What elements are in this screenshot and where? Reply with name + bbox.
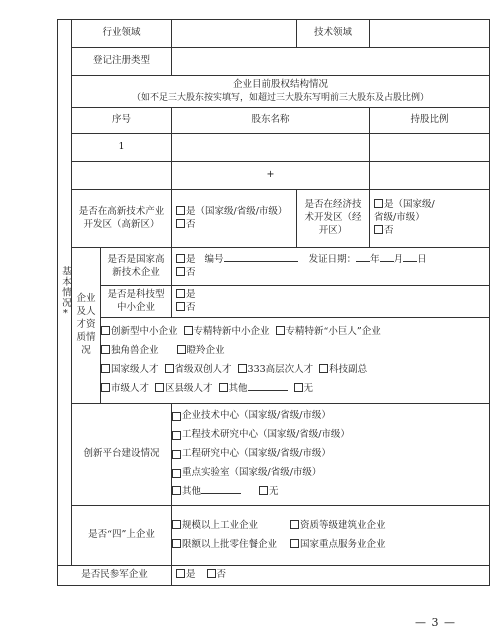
equity-title: 企业目前股权结构情况 (232, 79, 328, 91)
little-giant-label: 专精特新“小巨人”企业 (285, 325, 381, 337)
qualification-label: 企业及人才资质情况 (72, 248, 101, 404)
unicorn-label: 独角兽企业 (111, 344, 159, 356)
specialized-sme-label: 专精特新中小企业 (193, 325, 270, 337)
platform-none-checkbox[interactable] (259, 486, 268, 495)
basic-info-form (57, 19, 490, 586)
provincial-talent-checkbox[interactable] (165, 364, 174, 373)
ratio-cell-1[interactable] (370, 134, 490, 162)
econ-zone-no-label: 否 (384, 224, 394, 236)
hitech-zone-label: 是否在高新技术产业开发区（高新区） (72, 190, 172, 248)
little-giant-checkbox[interactable] (276, 326, 285, 335)
sme-no-checkbox[interactable] (176, 302, 185, 311)
innovative-sme-label: 创新型中小企业 (111, 325, 178, 337)
construction-label: 资质等级建筑业企业 (300, 519, 386, 531)
tech-field-label: 技术领域 (297, 20, 370, 48)
hitech-yes-checkbox[interactable] (176, 254, 185, 263)
provincial-talent-label: 省级双创人才 (174, 363, 232, 375)
platform-other-input[interactable] (201, 493, 241, 494)
retail-label: 限额以上批零住餐企业 (182, 538, 278, 550)
cert-number-input[interactable] (224, 261, 298, 262)
retail-checkbox[interactable] (172, 539, 181, 548)
sme-yes-checkbox[interactable] (176, 289, 185, 298)
equity-note: （如不足三大股东按实填写，如超过三大股东写明前三大股东及占股比例） (131, 92, 429, 103)
qual-other-input[interactable] (248, 390, 288, 391)
industrial-checkbox[interactable] (172, 520, 181, 529)
talent-333-label: 333高层次人才 (247, 363, 314, 375)
service-checkbox[interactable] (290, 539, 299, 548)
qual-other-label: 其他 (228, 382, 248, 394)
hitech-zone-no-label: 否 (186, 218, 196, 230)
qual-none-checkbox[interactable] (294, 383, 303, 392)
ratio-header: 持股比例 (370, 108, 490, 134)
military-options (172, 566, 490, 586)
county-talent-checkbox[interactable] (155, 383, 164, 392)
registration-type-value[interactable] (172, 48, 490, 76)
month-unit: 月 (393, 253, 404, 265)
hitech-enterprise-options (172, 248, 490, 286)
hitech-zone-no-checkbox[interactable] (176, 219, 185, 228)
military-yes-label: 是 (186, 569, 196, 581)
four-up-options (172, 506, 490, 566)
econ-zone-options (370, 190, 490, 248)
seq-header: 序号 (72, 108, 172, 134)
military-yes-checkbox[interactable] (176, 569, 185, 578)
basic-info-label: 基本情况* (58, 20, 72, 566)
hitech-no-label: 否 (186, 266, 196, 278)
platform-options (172, 404, 490, 506)
page-number: — 3 — (415, 616, 456, 629)
sme-no-label: 否 (186, 301, 196, 313)
econ-zone-no-checkbox[interactable] (374, 225, 383, 234)
innovative-sme-checkbox[interactable] (101, 326, 110, 335)
national-talent-label: 国家级人才 (111, 363, 159, 375)
tech-field-value[interactable] (370, 20, 490, 48)
day-unit: 日 (417, 253, 427, 265)
sme-yes-label: 是 (186, 288, 196, 300)
city-talent-label: 市级人才 (111, 382, 150, 394)
city-talent-checkbox[interactable] (101, 383, 110, 392)
hitech-zone-yes-checkbox[interactable] (176, 206, 185, 215)
sme-options (172, 286, 490, 318)
key-lab-checkbox[interactable] (172, 469, 181, 478)
issue-day-input[interactable] (403, 261, 417, 262)
service-label: 国家重点服务业企业 (300, 538, 386, 550)
construction-checkbox[interactable] (290, 520, 299, 529)
gazelle-checkbox[interactable] (177, 345, 186, 354)
econ-zone-yes-label-a: 是（国家级/ (384, 199, 435, 211)
sme-label: 是否是科技型中小企业 (101, 286, 172, 318)
platform-none-label: 无 (269, 486, 279, 498)
platform-other-label: 其他 (182, 486, 202, 498)
econ-zone-yes-label-b: 省级/市级） (374, 212, 425, 224)
tech-vp-label: 科技副总 (329, 363, 368, 375)
econ-zone-label: 是否在经济技术开发区（经开区） (297, 190, 370, 248)
eng-tech-center-label: 工程技术研究中心（国家级/省级/市级） (182, 429, 350, 441)
tech-vp-checkbox[interactable] (319, 364, 328, 373)
platform-other-checkbox[interactable] (172, 486, 181, 495)
seq-cell-1: 1 (72, 134, 172, 162)
econ-zone-yes-checkbox[interactable] (374, 199, 383, 208)
shareholder-header: 股东名称 (172, 108, 370, 134)
industry-value[interactable] (172, 20, 297, 48)
registration-type-label: 登记注册类型 (72, 48, 172, 76)
equity-section-header (72, 76, 490, 108)
platform-label: 创新平台建设情况 (72, 404, 172, 506)
hitech-enterprise-label: 是否是国家高新技术企业 (101, 248, 172, 286)
cert-number-label: 编号 (204, 253, 224, 265)
year-unit: 年 (370, 253, 380, 265)
industry-label: 行业领域 (72, 20, 172, 48)
eng-research-center-checkbox[interactable] (172, 450, 181, 459)
ratio-cell-2[interactable] (370, 162, 490, 190)
shareholder-cell-2: + (172, 162, 370, 190)
military-no-label: 否 (216, 569, 227, 581)
gazelle-label: 瞪羚企业 (186, 344, 225, 356)
military-no-checkbox[interactable] (207, 569, 216, 578)
hitech-no-checkbox[interactable] (176, 267, 185, 276)
industrial-label: 规模以上工业企业 (182, 519, 259, 531)
county-talent-label: 区县级人才 (165, 382, 213, 394)
national-talent-checkbox[interactable] (101, 364, 110, 373)
seq-cell-2[interactable] (72, 162, 172, 190)
issue-month-input[interactable] (380, 261, 394, 262)
specialized-sme-checkbox[interactable] (184, 326, 193, 335)
hitech-zone-yes-label: 是（国家级/省级/市级） (186, 205, 288, 217)
hitech-zone-options (172, 190, 297, 248)
talent-333-checkbox[interactable] (238, 364, 247, 373)
qual-other-checkbox[interactable] (219, 383, 228, 392)
shareholder-cell-1[interactable] (172, 134, 370, 162)
eng-research-center-label: 工程研究中心（国家级/省级/市级） (182, 448, 331, 460)
tech-center-checkbox[interactable] (172, 412, 181, 421)
key-lab-label: 重点实验室（国家级/省级/市级） (182, 467, 322, 479)
hitech-yes-label: 是 (186, 253, 196, 265)
military-label: 是否民参军企业 (58, 566, 172, 586)
unicorn-checkbox[interactable] (101, 345, 110, 354)
eng-tech-center-checkbox[interactable] (172, 431, 181, 440)
issue-year-input[interactable] (356, 261, 370, 262)
four-up-label: 是否“四”上企业 (72, 506, 172, 566)
qual-none-label: 无 (303, 382, 314, 394)
tech-center-label: 企业技术中心（国家级/省级/市级） (182, 410, 331, 422)
issue-date-label: 发证日期： (308, 253, 357, 265)
qualification-list (101, 318, 490, 404)
